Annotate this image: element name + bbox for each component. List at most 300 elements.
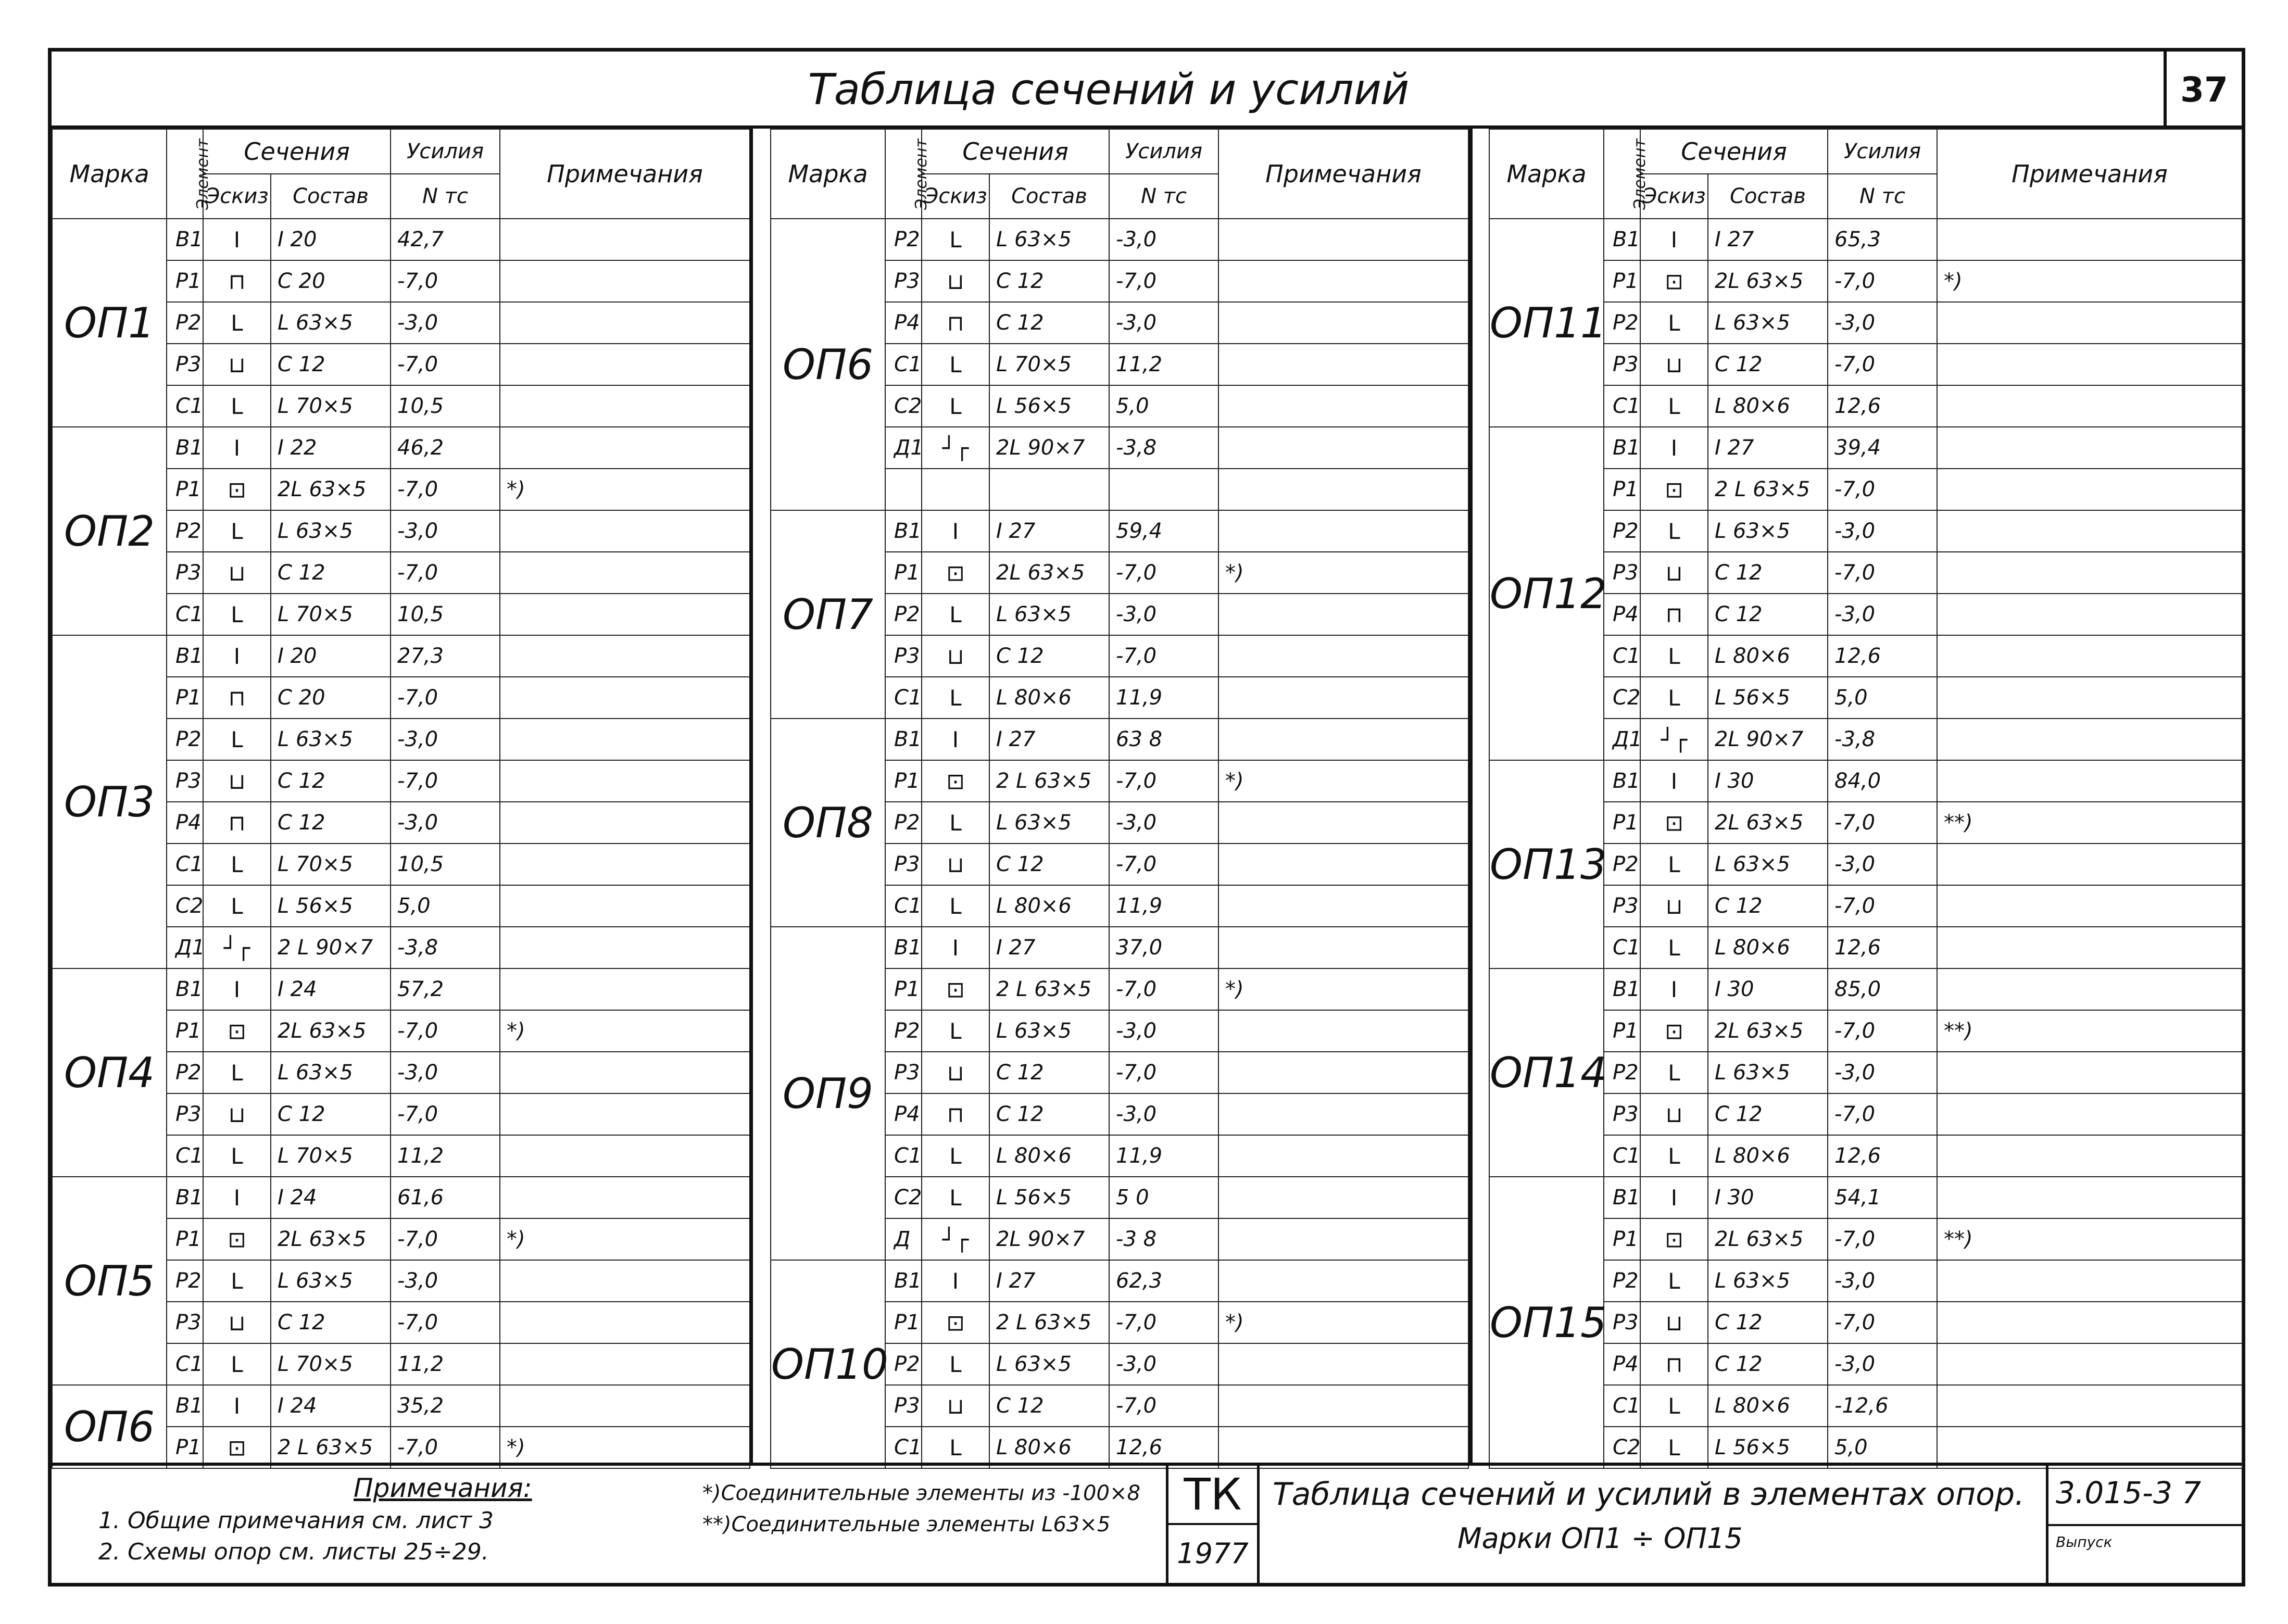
header-force-unit: N тс	[391, 174, 500, 219]
force-cell: -3,0	[1109, 302, 1218, 344]
composition-cell: 2L 90×7	[989, 427, 1109, 469]
force-cell: 12,6	[1828, 1135, 1937, 1177]
note-cell	[500, 427, 750, 469]
composition-cell: L 80×6	[1708, 1385, 1828, 1427]
element-cell: Р2	[1604, 302, 1640, 344]
element-cell: С1	[167, 1135, 203, 1177]
element-cell: Р2	[167, 1052, 203, 1093]
force-cell: -3,0	[1109, 594, 1218, 635]
composition-cell: 2 L 63×5	[989, 760, 1109, 802]
note-cell	[1218, 1385, 1468, 1427]
header-sketch: Эскиз	[1640, 174, 1708, 219]
mark-cell: ОП7	[771, 510, 885, 719]
composition-cell: 2L 63×5	[1708, 260, 1828, 302]
header-forces: Усилия	[391, 129, 500, 174]
force-cell: -7,0	[1828, 802, 1937, 844]
table-row	[52, 427, 750, 469]
composition-cell: С 12	[989, 635, 1109, 677]
note-cell	[1937, 1177, 2242, 1218]
note-cell	[1937, 1093, 2242, 1135]
sketch-cell: L	[922, 1177, 989, 1218]
force-cell: 10,5	[391, 844, 500, 885]
sketch-cell: L	[1640, 635, 1708, 677]
composition-cell: L 56×5	[1708, 1427, 1828, 1468]
element-cell: Р2	[167, 510, 203, 552]
note-cell	[1218, 1135, 1468, 1177]
element-cell: Р4	[1604, 1343, 1640, 1385]
force-cell: 61,6	[391, 1177, 500, 1218]
sketch-cell: L	[1640, 1052, 1708, 1093]
sketch-cell: ⊡	[1640, 1010, 1708, 1052]
header-element-label: Элемент	[1630, 138, 1649, 210]
note-cell	[1218, 1260, 1468, 1302]
note-cell	[1937, 510, 2242, 552]
note-cell: **)	[1937, 1010, 2242, 1052]
sketch-cell	[922, 469, 989, 510]
force-cell: -7,0	[1828, 1010, 1937, 1052]
note-cell: **)	[1937, 1218, 2242, 1260]
composition-cell: 2L 63×5	[271, 1010, 391, 1052]
sketch-cell: ┘┌	[922, 427, 989, 469]
sketch-cell: L	[922, 885, 989, 927]
element-cell: Р3	[167, 552, 203, 594]
force-cell: -3,0	[391, 719, 500, 760]
element-cell: Р2	[885, 802, 922, 844]
composition-cell: I 27	[1708, 427, 1828, 469]
force-cell: -7,0	[1828, 1302, 1937, 1343]
issue-label: Выпуск	[2056, 1533, 2113, 1551]
force-cell: 63 8	[1109, 719, 1218, 760]
force-cell: -7,0	[1109, 1385, 1218, 1427]
note-cell	[1937, 469, 2242, 510]
element-cell: Р3	[885, 844, 922, 885]
composition-cell: 2L 63×5	[271, 469, 391, 510]
sketch-cell: ⊡	[922, 760, 989, 802]
note-cell: *)	[500, 469, 750, 510]
force-cell: 39,4	[1828, 427, 1937, 469]
sketch-cell: ⊡	[922, 1302, 989, 1343]
mark-cell: ОП6	[771, 219, 885, 510]
header-element-label: Элемент	[912, 138, 931, 210]
force-cell: 11,2	[1109, 344, 1218, 385]
note-cell	[500, 1302, 750, 1343]
element-cell: С1	[1604, 1385, 1640, 1427]
force-cell: 12,6	[1828, 927, 1937, 968]
note-cell	[500, 1343, 750, 1385]
force-cell: -3,8	[391, 927, 500, 968]
element-cell: Р2	[885, 594, 922, 635]
element-cell: Р1	[885, 760, 922, 802]
force-cell: -7,0	[391, 1010, 500, 1052]
force-cell: 12,6	[1109, 1427, 1218, 1468]
composition-cell: L 70×5	[271, 1135, 391, 1177]
force-cell: 11,2	[391, 1135, 500, 1177]
sketch-cell: I	[203, 635, 271, 677]
note-cell	[1937, 844, 2242, 885]
sketch-cell: I	[1640, 1177, 1708, 1218]
footer	[52, 1463, 2242, 1583]
note-cell	[1937, 677, 2242, 719]
header-mark: Марка	[52, 129, 167, 219]
table-row	[52, 219, 750, 260]
mark-cell: ОП12	[1489, 427, 1604, 760]
sketch-cell: I	[203, 427, 271, 469]
divider	[2048, 1524, 2242, 1526]
note-cell	[500, 760, 750, 802]
sketch-cell: ⊓	[203, 260, 271, 302]
note-cell	[1218, 302, 1468, 344]
element-cell: Р3	[885, 260, 922, 302]
sketch-cell: L	[203, 302, 271, 344]
force-cell: -7,0	[391, 1093, 500, 1135]
header-notes: Примечания	[1937, 129, 2242, 219]
element-cell: В1	[167, 219, 203, 260]
composition-cell: L 80×6	[1708, 635, 1828, 677]
sketch-cell: ┘┌	[203, 927, 271, 968]
composition-cell: I 30	[1708, 1177, 1828, 1218]
note-cell	[1937, 1385, 2242, 1427]
element-cell: Р4	[885, 302, 922, 344]
composition-cell: L 63×5	[1708, 510, 1828, 552]
sketch-cell: L	[922, 802, 989, 844]
sketch-cell: I	[203, 968, 271, 1010]
composition-cell: 2 L 63×5	[989, 1302, 1109, 1343]
sketch-cell: L	[922, 1427, 989, 1468]
header-sections: Сечения	[203, 129, 391, 174]
header-notes: Примечания	[500, 129, 750, 219]
mark-cell: ОП8	[771, 719, 885, 927]
element-cell: Р3	[167, 1093, 203, 1135]
note-cell	[1937, 1427, 2242, 1468]
force-cell: -3,8	[1109, 427, 1218, 469]
note-cell	[1937, 885, 2242, 927]
force-cell: -3,0	[391, 1052, 500, 1093]
sketch-cell: ⊔	[922, 1052, 989, 1093]
composition-cell: С 12	[989, 302, 1109, 344]
note-2: 2. Схемы опор см. листы 25÷29.	[98, 1539, 489, 1565]
table-row	[52, 635, 750, 677]
composition-cell: L 63×5	[989, 1010, 1109, 1052]
element-cell: С2	[885, 1177, 922, 1218]
mark-cell: ОП13	[1489, 760, 1604, 968]
element-cell: С1	[167, 844, 203, 885]
note-cell	[1218, 219, 1468, 260]
mark-cell: ОП1	[52, 219, 167, 427]
element-cell: В1	[167, 1177, 203, 1218]
force-cell: -7,0	[1828, 1218, 1937, 1260]
sketch-cell: ⊔	[922, 1385, 989, 1427]
element-cell: В1	[885, 719, 922, 760]
composition-cell: L 80×6	[989, 885, 1109, 927]
sketch-cell: I	[922, 1260, 989, 1302]
composition-cell: С 12	[989, 1385, 1109, 1427]
element-cell: Р3	[885, 1385, 922, 1427]
sketch-cell: L	[1640, 1135, 1708, 1177]
force-cell: 11,2	[391, 1343, 500, 1385]
sketch-cell: ⊔	[203, 344, 271, 385]
sketch-cell: L	[203, 885, 271, 927]
composition-cell: С 20	[271, 260, 391, 302]
composition-cell: L 70×5	[271, 1343, 391, 1385]
note-cell	[500, 1052, 750, 1093]
force-cell: 11,9	[1109, 677, 1218, 719]
force-cell: -7,0	[1828, 260, 1937, 302]
header-element	[1604, 129, 1649, 219]
element-cell: Р1	[167, 677, 203, 719]
mark-cell: ОП15	[1489, 1177, 1604, 1468]
note-cell	[1218, 510, 1468, 552]
composition-cell: С 12	[271, 802, 391, 844]
header-force-unit: N тс	[1109, 174, 1218, 219]
sketch-cell: ⊔	[203, 1302, 271, 1343]
composition-cell: L 80×6	[989, 1427, 1109, 1468]
note-cell	[500, 1177, 750, 1218]
composition-cell: L 63×5	[1708, 302, 1828, 344]
force-cell: -7,0	[391, 760, 500, 802]
note-cell	[1218, 1052, 1468, 1093]
composition-cell: L 63×5	[989, 219, 1109, 260]
composition-cell: С 12	[1708, 885, 1828, 927]
table-row	[1489, 219, 2242, 260]
drawing-sheet	[48, 48, 2245, 1587]
note-cell	[500, 844, 750, 885]
sketch-cell: ⊡	[922, 552, 989, 594]
table-row	[1489, 968, 2242, 1010]
note-cell: *)	[1218, 1302, 1468, 1343]
force-cell: 57,2	[391, 968, 500, 1010]
force-cell: -7,0	[391, 677, 500, 719]
mark-cell: ОП5	[52, 1177, 167, 1385]
sketch-cell: I	[922, 510, 989, 552]
header-composition: Состав	[1708, 174, 1828, 219]
note-cell	[500, 594, 750, 635]
year: 1977	[1177, 1537, 1249, 1570]
header-mark: Марка	[1489, 129, 1604, 219]
element-cell: Р1	[885, 1302, 922, 1343]
force-cell: 10,5	[391, 594, 500, 635]
composition-cell: L 70×5	[271, 594, 391, 635]
element-cell: С1	[885, 1427, 922, 1468]
sketch-cell: L	[1640, 1385, 1708, 1427]
note-cell	[1937, 1302, 2242, 1343]
force-cell: -3,0	[1109, 219, 1218, 260]
composition-cell: С 12	[1708, 1302, 1828, 1343]
element-cell: Р1	[885, 552, 922, 594]
sketch-cell: ⊓	[203, 802, 271, 844]
sketch-cell: L	[203, 1052, 271, 1093]
element-cell: Р2	[1604, 844, 1640, 885]
sketch-cell: I	[1640, 427, 1708, 469]
composition-cell: 2L 63×5	[1708, 1010, 1828, 1052]
note-cell	[500, 302, 750, 344]
table-row	[52, 968, 750, 1010]
element-cell: С2	[167, 885, 203, 927]
element-cell: В1	[1604, 968, 1640, 1010]
force-cell: 65,3	[1828, 219, 1937, 260]
sketch-cell: ⊓	[922, 1093, 989, 1135]
element-cell	[885, 469, 922, 510]
sketch-cell: ⊔	[1640, 344, 1708, 385]
element-cell: Р2	[885, 219, 922, 260]
note-cell	[1218, 385, 1468, 427]
composition-cell: L 80×6	[989, 677, 1109, 719]
sketch-cell: ⊡	[203, 1010, 271, 1052]
sketch-cell: ⊡	[203, 1427, 271, 1468]
sketch-cell: L	[203, 719, 271, 760]
sketch-cell: ⊔	[203, 760, 271, 802]
mark-cell: ОП2	[52, 427, 167, 635]
composition-cell	[989, 469, 1109, 510]
composition-cell: С 12	[1708, 344, 1828, 385]
composition-cell: 2 L 63×5	[1708, 469, 1828, 510]
sketch-cell: L	[1640, 385, 1708, 427]
element-cell: С1	[1604, 635, 1640, 677]
force-cell: -3,0	[1828, 1052, 1937, 1093]
note-cell	[1937, 760, 2242, 802]
element-cell: Р4	[885, 1093, 922, 1135]
note-cell	[1218, 1010, 1468, 1052]
force-cell: 35,2	[391, 1385, 500, 1427]
composition-cell: С 12	[1708, 1093, 1828, 1135]
note-cell	[1937, 927, 2242, 968]
sections-table	[1489, 129, 2243, 1469]
sketch-cell: ⊡	[922, 968, 989, 1010]
force-cell: -3,0	[1109, 1343, 1218, 1385]
element-cell: Р2	[1604, 1260, 1640, 1302]
header-composition: Состав	[271, 174, 391, 219]
sketch-cell: I	[922, 719, 989, 760]
mark-cell: ОП11	[1489, 219, 1604, 427]
sketch-cell: ⊔	[922, 635, 989, 677]
note-cell	[1218, 1427, 1468, 1468]
composition-cell: I 24	[271, 1177, 391, 1218]
force-cell: -3,0	[1828, 1260, 1937, 1302]
composition-cell: L 80×6	[1708, 927, 1828, 968]
note-cell	[1937, 1135, 2242, 1177]
element-cell: Д	[885, 1218, 922, 1260]
element-cell: В1	[1604, 219, 1640, 260]
composition-cell: I 27	[989, 927, 1109, 968]
sketch-cell: L	[922, 1135, 989, 1177]
element-cell: В1	[885, 510, 922, 552]
composition-cell: I 20	[271, 219, 391, 260]
note-cell	[1937, 344, 2242, 385]
table-block-2	[770, 129, 1468, 1463]
composition-cell: L 63×5	[271, 302, 391, 344]
force-cell: -7,0	[1109, 844, 1218, 885]
element-cell: Р2	[167, 719, 203, 760]
composition-cell: С 12	[989, 1052, 1109, 1093]
sketch-cell: ⊓	[1640, 1343, 1708, 1385]
note-cell	[1218, 927, 1468, 968]
note-cell	[500, 344, 750, 385]
force-cell: -3 8	[1109, 1218, 1218, 1260]
force-cell: -3,0	[1828, 1343, 1937, 1385]
composition-cell: С 12	[1708, 594, 1828, 635]
note-cell	[1218, 260, 1468, 302]
org-box	[1166, 1466, 1260, 1586]
sketch-cell: L	[203, 1260, 271, 1302]
sketch-cell: L	[203, 844, 271, 885]
force-cell	[1109, 469, 1218, 510]
sketch-cell: I	[203, 219, 271, 260]
force-cell: -7,0	[391, 552, 500, 594]
drawing-code: 3.015-3 7	[2056, 1475, 2202, 1510]
sketch-cell: L	[922, 1343, 989, 1385]
composition-cell: L 63×5	[989, 1343, 1109, 1385]
note-cell: *)	[500, 1010, 750, 1052]
force-cell: -7,0	[1828, 552, 1937, 594]
element-cell: Р1	[885, 968, 922, 1010]
sketch-cell: L	[203, 1135, 271, 1177]
element-cell: Р3	[885, 635, 922, 677]
sketch-cell: ⊔	[1640, 885, 1708, 927]
mark-cell: ОП9	[771, 927, 885, 1260]
composition-cell: I 24	[271, 1385, 391, 1427]
note-cell	[1937, 219, 2242, 260]
sketch-cell: L	[1640, 677, 1708, 719]
note-cell	[1937, 635, 2242, 677]
element-cell: В1	[167, 635, 203, 677]
composition-cell: L 56×5	[989, 1177, 1109, 1218]
sketch-cell: I	[922, 927, 989, 968]
sketch-cell: ⊔	[922, 260, 989, 302]
force-cell: 62,3	[1109, 1260, 1218, 1302]
element-cell: Д1	[1604, 719, 1640, 760]
sections-table	[770, 129, 1469, 1469]
composition-cell: 2 L 63×5	[271, 1427, 391, 1468]
force-cell: -3,0	[1828, 510, 1937, 552]
force-cell: 46,2	[391, 427, 500, 469]
header-element	[885, 129, 931, 219]
element-cell: Р3	[167, 344, 203, 385]
sketch-cell: ⊡	[1640, 469, 1708, 510]
force-cell: -7,0	[1109, 635, 1218, 677]
block-separator	[1469, 129, 1473, 1463]
composition-cell: L 70×5	[989, 344, 1109, 385]
force-cell: -7,0	[391, 1218, 500, 1260]
composition-cell: I 22	[271, 427, 391, 469]
element-cell: Р2	[167, 302, 203, 344]
sketch-cell: ⊓	[1640, 594, 1708, 635]
drawing-subtitle: Марки ОП1 ÷ ОП15	[1457, 1522, 1743, 1555]
title-row	[52, 52, 2242, 129]
sketch-cell: I	[1640, 760, 1708, 802]
note-cell	[500, 1093, 750, 1135]
composition-cell: 2 L 63×5	[989, 968, 1109, 1010]
sketch-cell: L	[1640, 844, 1708, 885]
element-cell: С1	[885, 1135, 922, 1177]
note-cell	[500, 927, 750, 968]
header-mark: Марка	[771, 129, 885, 219]
note-cell	[1218, 844, 1468, 885]
composition-cell: I 27	[989, 1260, 1109, 1302]
force-cell: -3,0	[1109, 802, 1218, 844]
sketch-cell: L	[1640, 1427, 1708, 1468]
element-cell: С1	[167, 594, 203, 635]
force-cell: 5,0	[1828, 1427, 1937, 1468]
note-cell	[500, 635, 750, 677]
note-cell	[1218, 1177, 1468, 1218]
force-cell: -7,0	[1109, 760, 1218, 802]
table-block-1	[52, 129, 749, 1463]
sketch-cell: ⊔	[203, 1093, 271, 1135]
element-cell: С1	[885, 677, 922, 719]
note-cell	[1937, 302, 2242, 344]
composition-cell: 2 L 90×7	[271, 927, 391, 968]
header-composition: Состав	[989, 174, 1109, 219]
table-row	[1489, 1177, 2242, 1218]
